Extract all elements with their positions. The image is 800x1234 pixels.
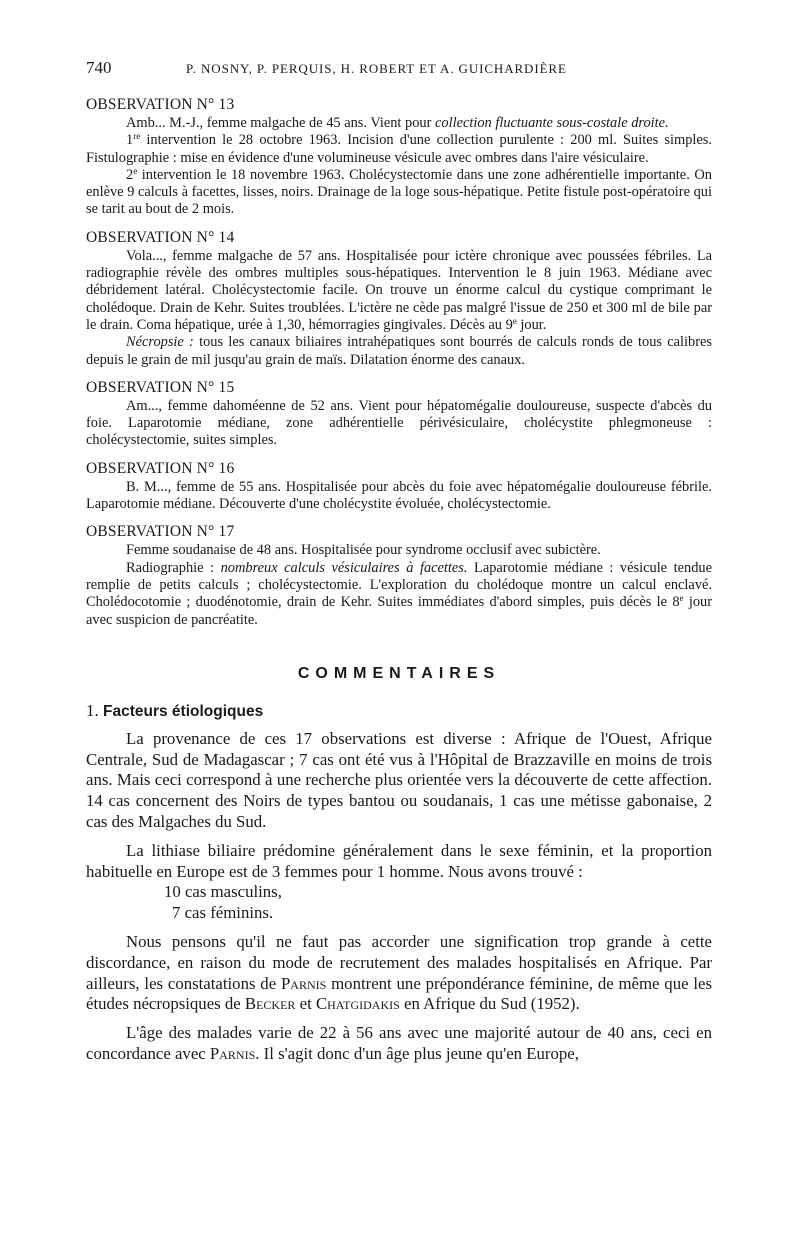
- observation-16: [86, 460, 712, 514]
- paragraph: 2e intervention le 18 novembre 1963. Cholécystectomie dans une zone adhérentielle importante. On enlève 9 calculs à facettes, lisses, noirs. Drainage de la loge sous-hépatique. Petite fistule post-opératoire qui se tarit au bout de 2 mois.: [86, 165, 712, 218]
- page: [86, 58, 712, 1065]
- paragraph: Femme soudanaise de 48 ans. Hospitalisée pour syndrome occlusif avec subictère.: [126, 542, 601, 559]
- observation-14: [86, 229, 712, 369]
- observation-title: OBSERVATION N° 17: [86, 523, 235, 541]
- paragraph: Radiographie : nombreux calculs vésiculaires à facettes. Laparotomie médiane : vésicule tendue remplie de petits calculs ; cholécystectomie. L'exploration du cholédoque montre un calcul enclavé. Cholédocotomie ; duodénotomie, drain de Kehr. Suites immédiates d'abord simples, puis décès le 8e jour avec suspicion de pancréatite.: [86, 559, 713, 628]
- paragraph: 1re intervention le 28 octobre 1963. Incision d'une collection purulente : 200 ml. Suites simples. Fistulographie : mise en évidence d'une volumineuse vésicule avec ombres dans l'aire vésiculaire.: [86, 131, 712, 166]
- paragraph: La provenance de ces 17 observations est diverse : Afrique de l'Ouest, Afrique Centrale, Sud de Madagascar ; 7 cas ont été vus à l'Hôpital de Brazzaville en moins de trois ans. Mais ceci correspond à une recherche plus orientée vers la découverte de cette affection. 14 cas concernent des Noirs de types bantou ou soudanais, 1 cas une métisse gabonaise, 2 cas des Malgaches du Sud.: [86, 728, 712, 832]
- page-number: 740: [86, 58, 112, 77]
- count-female: 7 cas féminins.: [172, 903, 274, 923]
- paragraph: Nous pensons qu'il ne faut pas accorder une signification trop grande à cette discordance, en raison du mode de recrutement des malades hospitalisés en Afrique. Par ailleurs, les constatations de Parnis montrent une prépondérance féminine, de même que les études nécropsiques de Becker et Chatgidakis en Afrique du Sud (1952).: [86, 932, 712, 1014]
- page-header: [86, 58, 712, 84]
- paragraph: L'âge des malades varie de 22 à 56 ans avec une majorité autour de 40 ans, ceci en concordance avec Parnis. Il s'agit donc d'un âge plus jeune qu'en Europe,: [86, 1023, 712, 1063]
- observation-13: [86, 96, 712, 219]
- running-head: P. NOSNY, P. PERQUIS, H. ROBERT ET A. GUICHARDIÈRE: [186, 61, 567, 76]
- paragraph: B. M..., femme de 55 ans. Hospitalisée pour abcès du foie avec hépatomégalie douloureuse fébrile. Laparotomie médiane. Découverte d'une cholécystite évoluée, cholécystectomie.: [86, 478, 712, 513]
- paragraph: La lithiase biliaire prédomine généralement dans le sexe féminin, et la proportion habituelle en Europe est de 3 femmes pour 1 homme. Nous avons trouvé :: [86, 840, 712, 881]
- observation-title: OBSERVATION N° 15: [86, 378, 235, 396]
- subsection-heading: 1. Facteurs étiologiques: [86, 700, 264, 720]
- observation-17: [86, 523, 712, 628]
- paragraph: Am..., femme dahoméenne de 52 ans. Vient pour hépatomégalie douloureuse, suspecte d'abcès du foie. Laparotomie médiane, zone adhérentielle périvésiculaire, cholécystite phlegmoneuse : cholécystectomie, suites simples.: [86, 397, 712, 449]
- count-male: 10 cas masculins,: [164, 882, 282, 902]
- paragraph: Vola..., femme malgache de 57 ans. Hospitalisée pour ictère chronique avec poussées fébriles. La radiographie révèle des ombres multiples sous-hépatiques. Intervention le 8 juin 1963. Médiane avec débridement latéral. Cholécystectomie facile. On trouve un énorme calcul du cystique comprimant le cholédoque. Drain de Kehr. Suites troublées. L'ictère ne cède pas malgré l'issue de 250 et 300 ml de bile par le drain. Coma hépatique, urée à 1,30, hémorragies gingivales. Décès au 9e jour.: [86, 247, 712, 333]
- paragraph: Amb... M.-J., femme malgache de 45 ans. Vient pour collection fluctuante sous-costale droite.: [126, 115, 669, 131]
- observation-title: OBSERVATION N° 16: [86, 459, 235, 477]
- section-heading: COMMENTAIRES: [297, 664, 501, 682]
- observation-15: [86, 379, 712, 450]
- case-counts: [86, 882, 712, 924]
- paragraph: Nécropsie : tous les canaux biliaires intrahépatiques sont bourrés de calculs ronds de tous calibres depuis le grain de mil jusqu'au grain de maïs. Dilatation énorme des canaux.: [86, 334, 712, 368]
- observation-title: OBSERVATION N° 13: [86, 96, 235, 113]
- observation-title: OBSERVATION N° 14: [86, 228, 235, 246]
